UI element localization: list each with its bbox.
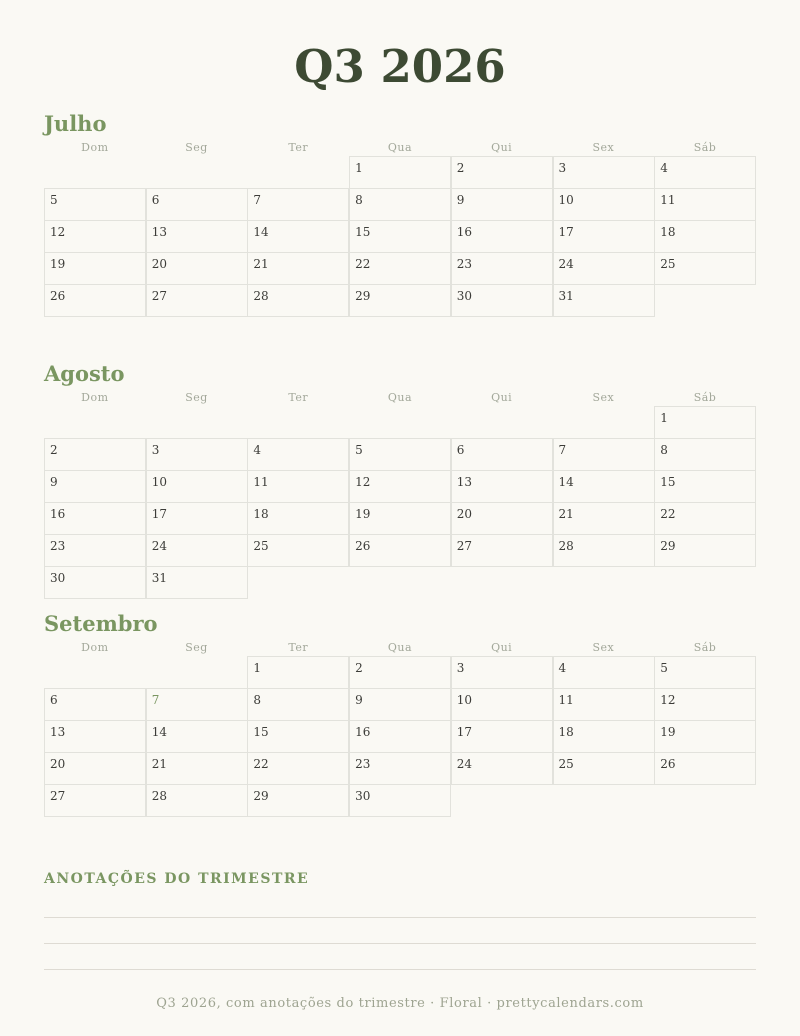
day-cell[interactable]: 28 xyxy=(247,284,349,317)
weekday-label: Ter xyxy=(288,141,309,154)
day-cell[interactable]: 22 xyxy=(247,752,349,785)
day-cell[interactable]: 25 xyxy=(654,252,756,285)
day-cell[interactable]: 15 xyxy=(349,220,451,253)
day-cell[interactable]: 6 xyxy=(146,188,248,221)
month-title: Agosto xyxy=(44,361,125,386)
day-cell[interactable]: 3 xyxy=(553,156,655,189)
day-cell[interactable]: 10 xyxy=(146,470,248,503)
day-cell[interactable]: 21 xyxy=(146,752,248,785)
day-cell[interactable]: 13 xyxy=(146,220,248,253)
day-cell[interactable]: 22 xyxy=(349,252,451,285)
day-cell[interactable]: 28 xyxy=(146,784,248,817)
day-cell[interactable]: 2 xyxy=(349,656,451,689)
day-cell[interactable]: 9 xyxy=(451,188,553,221)
weekday-label: Dom xyxy=(81,141,109,154)
day-cell[interactable]: 24 xyxy=(451,752,553,785)
day-cell[interactable]: 20 xyxy=(451,502,553,535)
weekday-label: Seg xyxy=(185,141,208,154)
day-cell[interactable]: 27 xyxy=(146,284,248,317)
day-cell[interactable]: 1 xyxy=(654,406,756,439)
weekday-label: Dom xyxy=(81,641,109,654)
day-cell[interactable]: 17 xyxy=(146,502,248,535)
weekday-label: Qua xyxy=(387,641,413,654)
day-cell[interactable]: 30 xyxy=(349,784,451,817)
note-line[interactable] xyxy=(44,969,756,970)
day-cell[interactable]: 7 xyxy=(146,688,248,721)
day-cell[interactable]: 24 xyxy=(146,534,248,567)
day-cell[interactable]: 18 xyxy=(553,720,655,753)
day-cell[interactable]: 16 xyxy=(44,502,146,535)
day-cell[interactable]: 10 xyxy=(451,688,553,721)
day-cell[interactable]: 23 xyxy=(44,534,146,567)
day-cell[interactable]: 4 xyxy=(654,156,756,189)
weekday-label: Qui xyxy=(491,141,513,154)
day-cell[interactable]: 14 xyxy=(146,720,248,753)
weekday-label: Qua xyxy=(387,391,413,404)
weekday-label: Qua xyxy=(387,141,413,154)
weekday-label: Sex xyxy=(592,641,615,654)
day-cell[interactable]: 11 xyxy=(247,470,349,503)
day-cell[interactable]: 29 xyxy=(247,784,349,817)
day-cell[interactable]: 21 xyxy=(247,252,349,285)
day-cell[interactable]: 15 xyxy=(247,720,349,753)
day-cell[interactable]: 5 xyxy=(654,656,756,689)
day-cell[interactable]: 18 xyxy=(247,502,349,535)
weekday-header xyxy=(44,391,756,405)
day-cell[interactable]: 14 xyxy=(247,220,349,253)
day-cell[interactable]: 29 xyxy=(654,534,756,567)
note-line[interactable] xyxy=(44,943,756,944)
day-cell[interactable]: 22 xyxy=(654,502,756,535)
day-cell[interactable]: 19 xyxy=(654,720,756,753)
day-cell[interactable]: 31 xyxy=(553,284,655,317)
day-cell[interactable]: 26 xyxy=(654,752,756,785)
day-cell[interactable]: 25 xyxy=(247,534,349,567)
day-cell[interactable]: 23 xyxy=(451,252,553,285)
day-cell[interactable]: 27 xyxy=(451,534,553,567)
weekday-header xyxy=(44,141,756,155)
weekday-label: Sex xyxy=(592,141,615,154)
page-title: Q3 2026 xyxy=(294,40,506,93)
day-cell[interactable]: 8 xyxy=(349,188,451,221)
day-cell[interactable]: 7 xyxy=(247,188,349,221)
day-cell[interactable]: 10 xyxy=(553,188,655,221)
day-cell[interactable]: 12 xyxy=(349,470,451,503)
day-cell[interactable]: 3 xyxy=(451,656,553,689)
month-title: Julho xyxy=(44,111,107,136)
day-cell[interactable]: 23 xyxy=(349,752,451,785)
day-cell[interactable]: 5 xyxy=(44,188,146,221)
day-cell[interactable]: 28 xyxy=(553,534,655,567)
footer: Q3 2026, com anotações do trimestre · Floral · prettycalendars.com xyxy=(156,996,644,1011)
day-cell[interactable]: 1 xyxy=(349,156,451,189)
day-cell[interactable]: 7 xyxy=(553,438,655,471)
day-cell[interactable]: 25 xyxy=(553,752,655,785)
day-cell[interactable]: 24 xyxy=(553,252,655,285)
notes-title: ANOTAÇÕES DO TRIMESTRE xyxy=(44,871,310,887)
weekday-label: Sáb xyxy=(693,391,717,404)
day-cell[interactable]: 14 xyxy=(553,470,655,503)
day-cell[interactable]: 2 xyxy=(451,156,553,189)
day-cell[interactable]: 2 xyxy=(44,438,146,471)
weekday-label: Seg xyxy=(185,391,208,404)
day-cell[interactable]: 21 xyxy=(553,502,655,535)
day-cell[interactable]: 4 xyxy=(553,656,655,689)
day-cell[interactable]: 6 xyxy=(451,438,553,471)
day-cell[interactable]: 27 xyxy=(44,784,146,817)
day-cell[interactable]: 12 xyxy=(654,688,756,721)
day-cell[interactable]: 20 xyxy=(146,252,248,285)
day-cell[interactable]: 16 xyxy=(451,220,553,253)
day-cell[interactable]: 8 xyxy=(654,438,756,471)
note-line[interactable] xyxy=(44,917,756,918)
day-cell[interactable]: 9 xyxy=(44,470,146,503)
day-cell[interactable]: 8 xyxy=(247,688,349,721)
weekday-label: Seg xyxy=(185,641,208,654)
day-cell[interactable]: 12 xyxy=(44,220,146,253)
day-cell[interactable]: 26 xyxy=(349,534,451,567)
weekday-label: Ter xyxy=(288,641,309,654)
weekday-label: Qui xyxy=(491,391,513,404)
quarter-notes-section xyxy=(44,871,756,887)
weekday-label: Sáb xyxy=(693,141,717,154)
day-cell[interactable]: 30 xyxy=(451,284,553,317)
day-cell[interactable]: 15 xyxy=(654,470,756,503)
month-title: Setembro xyxy=(44,611,158,636)
day-cell[interactable]: 17 xyxy=(553,220,655,253)
day-cell[interactable]: 29 xyxy=(349,284,451,317)
day-cell[interactable]: 6 xyxy=(44,688,146,721)
day-cell[interactable]: 13 xyxy=(44,720,146,753)
day-cell[interactable]: 19 xyxy=(349,502,451,535)
day-cell[interactable]: 19 xyxy=(44,252,146,285)
weekday-header xyxy=(44,641,756,655)
day-cell[interactable]: 17 xyxy=(451,720,553,753)
day-cell[interactable]: 18 xyxy=(654,220,756,253)
day-cell[interactable]: 3 xyxy=(146,438,248,471)
weekday-label: Sex xyxy=(592,391,615,404)
weekday-label: Sáb xyxy=(693,641,717,654)
day-cell[interactable]: 16 xyxy=(349,720,451,753)
weekday-label: Dom xyxy=(81,391,109,404)
weekday-label: Qui xyxy=(491,641,513,654)
day-cell[interactable]: 31 xyxy=(146,566,248,599)
day-cell[interactable]: 9 xyxy=(349,688,451,721)
day-cell[interactable]: 30 xyxy=(44,566,146,599)
day-cell[interactable]: 20 xyxy=(44,752,146,785)
day-cell[interactable]: 26 xyxy=(44,284,146,317)
day-cell[interactable]: 13 xyxy=(451,470,553,503)
weekday-label: Ter xyxy=(288,391,309,404)
day-cell[interactable]: 11 xyxy=(654,188,756,221)
day-cell[interactable]: 11 xyxy=(553,688,655,721)
day-cell[interactable]: 1 xyxy=(247,656,349,689)
day-cell[interactable]: 5 xyxy=(349,438,451,471)
day-cell[interactable]: 4 xyxy=(247,438,349,471)
